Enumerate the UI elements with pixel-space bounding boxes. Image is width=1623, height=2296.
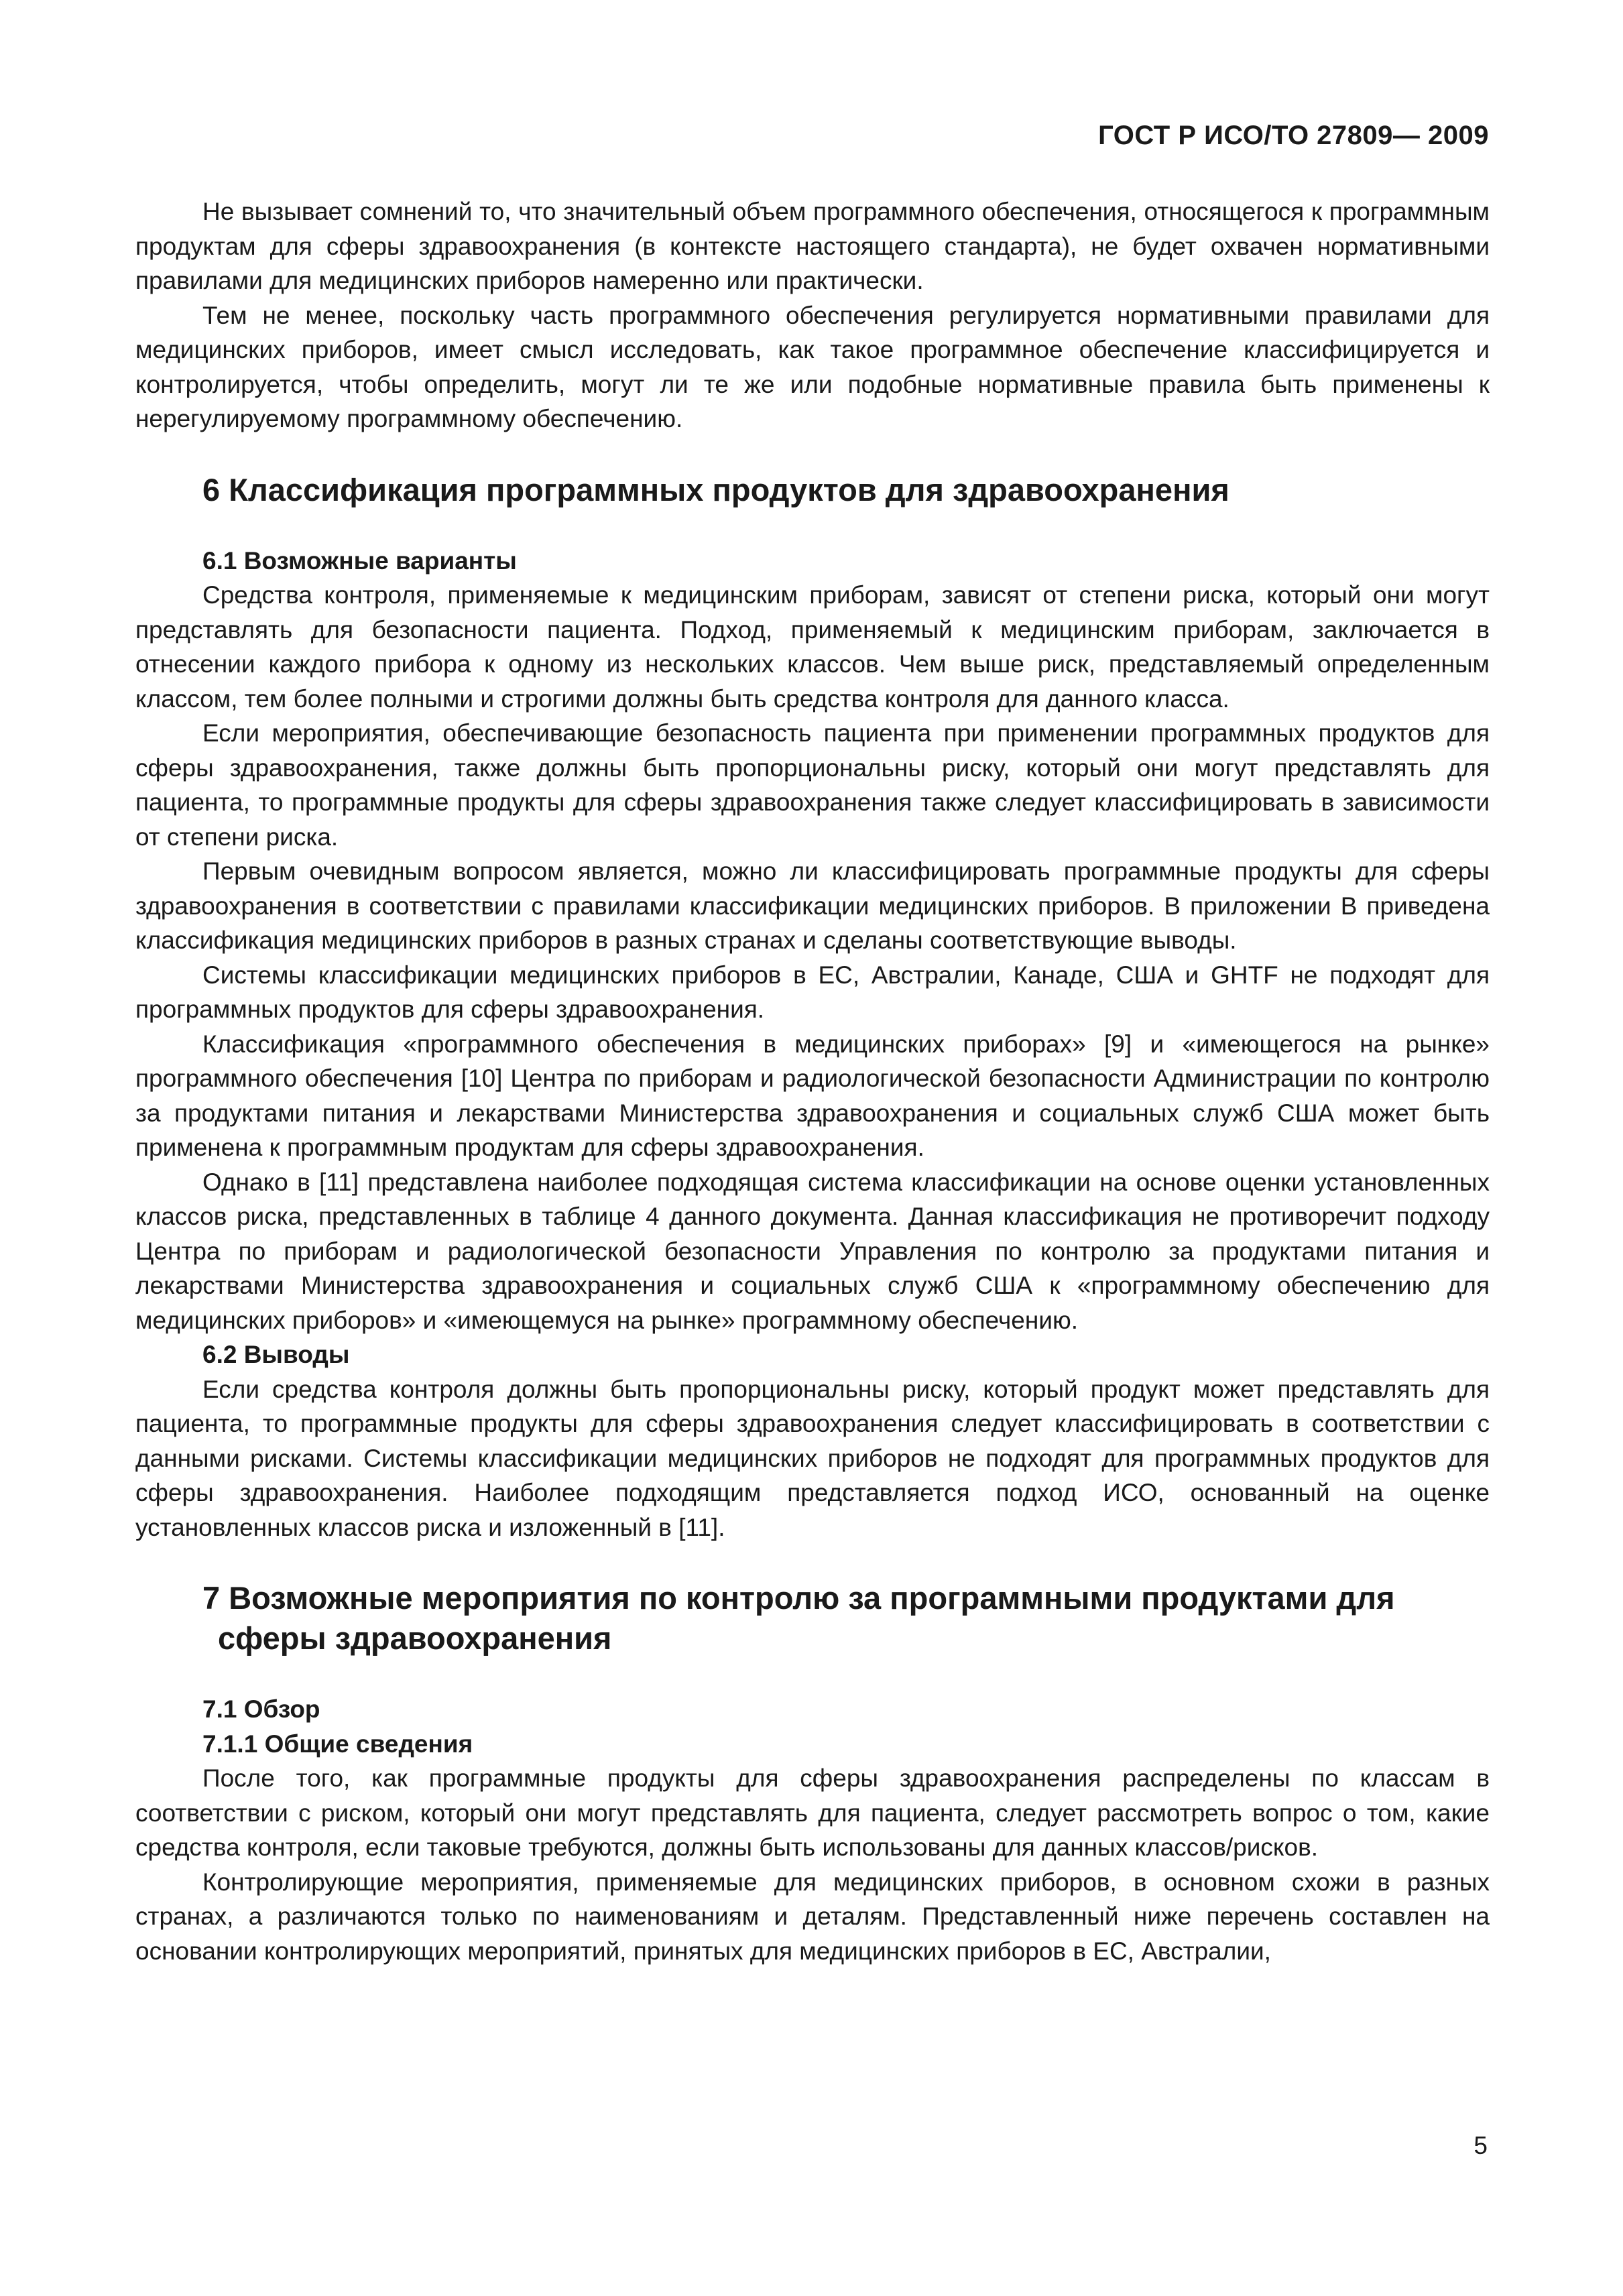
section-6-1-paragraph-5: Классификация «программного обеспечения в медицинских приборах» [9] и «имеющегося на рынке» программного обеспечения [10] Центра по приборам и радиологической безопасности Администрации по контролю за продуктами питания и лекарствами Министерства здравоохранения и социальных служб США может быть применена к программным продуктам для сферы здравоохранения. [135, 1030, 1490, 1161]
standard-header: ГОСТ Р ИСО/ТО 27809— 2009 [1098, 121, 1489, 150]
section-6-1-paragraph-3: Первым очевидным вопросом является, можно ли классифицировать программные продукты для сферы здравоохранения в соответствии с правилами классификации медицинских приборов. В приложении В приведена классификация медицинских приборов в разных странах и сделаны соответствующие выводы. [135, 857, 1490, 954]
section-6-1-paragraph-1: Средства контроля, применяемые к медицинским приборам, зависят от степени риска, который они могут представлять для безопасности пациента. Подход, применяемый к медицинским приборам, заключается в отнесении каждого прибора к одному из нескольких классов. Чем выше риск, представляемый определенным классом, тем более полными и строгими должны быть средства контроля для данного класса. [135, 581, 1490, 713]
page-content [135, 194, 1490, 1968]
section-7-1-heading: 7.1 Обзор [202, 1695, 320, 1723]
section-6-2-heading: 6.2 Выводы [202, 1341, 350, 1368]
section-6-1-paragraph-6: Однако в [11] представлена наиболее подходящая система классификации на основе оценки установленных классов риска, представленных в таблице 4 данного документа. Данная классификация не противоречит подходу Центра по приборам и радиологической безопасности Управления по контролю за продуктами питания и лекарствами Министерства здравоохранения и социальных служб США к «программному обеспечению для медицинских приборов» и «имеющемуся на рынке» программному обеспечению. [135, 1168, 1490, 1334]
section-7-heading-line-2: сферы здравоохранения [218, 1620, 612, 1656]
page-number: 5 [1474, 2132, 1488, 2159]
section-6-2-paragraph-1: Если средства контроля должны быть пропорциональны риску, который продукт может представлять для пациента, то программные продукты для сферы здравоохранения следует классифицировать в соответствии с данными рисками. Системы классификации медицинских приборов не подходят для программных продуктов для сферы здравоохранения. Наиболее подходящим представляется подход ИСО, основанный на оценке установленных классов риска и изложенный в [11]. [135, 1375, 1490, 1541]
section-6-1-paragraph-2: Если мероприятия, обеспечивающие безопасность пациента при применении программных продуктов для сферы здравоохранения, также должны быть пропорциональны риску, который они могут представлять для пациента, то программные продукты для сферы здравоохранения также следует классифицировать в зависимости от степени риска. [135, 719, 1490, 851]
section-7-heading-line-1: 7 Возможные мероприятия по контролю за программными продуктами для [202, 1580, 1395, 1616]
section-6-1-heading: 6.1 Возможные варианты [202, 546, 517, 575]
section-7-1-1-heading: 7.1.1 Общие сведения [202, 1730, 473, 1758]
intro-paragraph-1: Не вызывает сомнений то, что значительный объем программного обеспечения, относящегося к программным продуктам для сферы здравоохранения (в контексте настоящего стандарта), не будет охвачен нормативными правилами для медицинских приборов намеренно или практически. [135, 198, 1490, 294]
intro-paragraph-2: Тем не менее, поскольку часть программного обеспечения регулируется нормативными правилами для медицинских приборов, имеет смысл исследовать, как такое программное обеспечение классифицируется и контролируется, чтобы определить, могут ли те же или подобные нормативные правила быть применены к нерегулируемому программному обеспечению. [135, 301, 1490, 432]
section-6-heading: 6 Классификация программных продуктов для здравоохранения [202, 471, 1229, 507]
section-6-1-paragraph-4: Системы классификации медицинских приборов в ЕС, Австралии, Канаде, США и GHTF не подходят для программных продуктов для сферы здравоохранения. [135, 961, 1490, 1023]
section-7-1-1-paragraph-1: После того, как программные продукты для сферы здравоохранения распределены по классам в соответствии с риском, который они могут представлять для пациента, следует рассмотреть вопрос о том, какие средства контроля, если таковые требуются, должны быть использованы для данных классов/рисков. [135, 1764, 1490, 1861]
section-7-1-1-paragraph-2: Контролирующие мероприятия, применяемые для медицинских приборов, в основном схожи в разных странах, а различаются только по наименованиям и деталям. Представленный ниже перечень составлен на основании контролирующих мероприятий, принятых для медицинских приборов в ЕС, Австралии, [135, 1868, 1490, 1965]
section-7-heading [135, 1578, 1490, 1658]
